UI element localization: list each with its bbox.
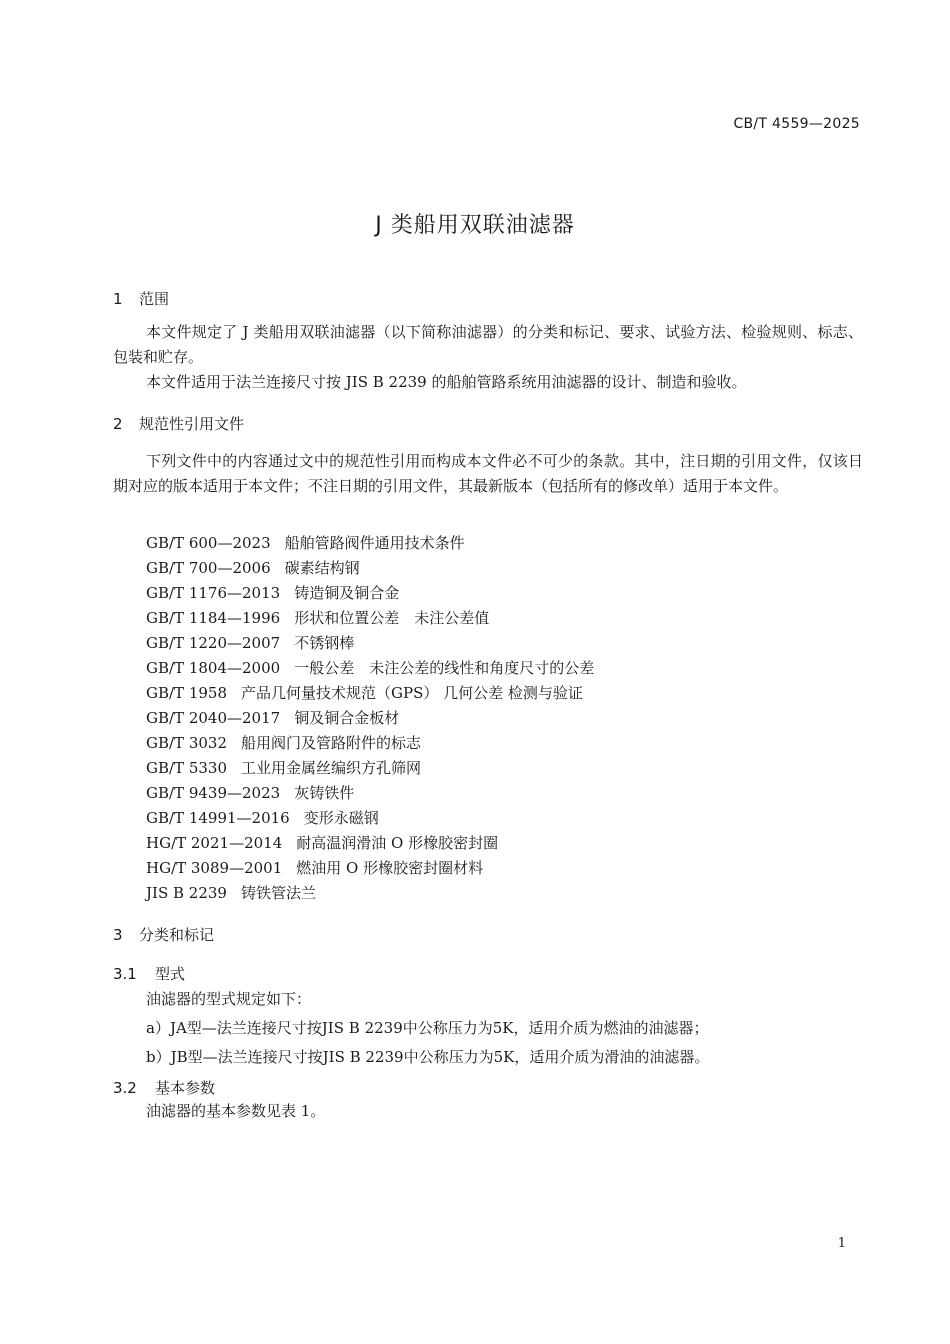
- reference-item: [146, 831, 594, 856]
- subsection-number: 3.1: [113, 965, 137, 983]
- basic-params-text: 油滤器的基本参数见表 1。: [146, 1102, 326, 1120]
- reference-list: [146, 531, 594, 906]
- reference-item: [146, 531, 594, 556]
- reference-item: [146, 881, 594, 906]
- section-number: 2: [113, 415, 123, 433]
- reference-code: GB/T 3032: [146, 734, 228, 752]
- reference-item: [146, 781, 594, 806]
- reference-title: 铜及铜合金板材: [294, 709, 400, 727]
- reference-item: [146, 556, 594, 581]
- reference-title: 形状和位置公差 未注公差值: [294, 609, 490, 627]
- section-1-heading: [113, 288, 169, 309]
- references-intro: 下列文件中的内容通过文中的规范性引用而构成本文件必不可少的条款。其中，注日期的引用文件，仅该日期对应的版本适用于本文件；不注日期的引用文件，其最新版本（包括所有的修改单）适用于本文件。: [113, 452, 863, 495]
- subsection-title: 基本参数: [155, 1079, 216, 1097]
- reference-item: [146, 656, 594, 681]
- reference-item: [146, 856, 594, 881]
- reference-title: 一般公差 未注公差的线性和角度尺寸的公差: [294, 659, 595, 677]
- section-number: 1: [113, 290, 123, 308]
- reference-code: GB/T 600—2023: [146, 534, 271, 552]
- reference-title: 耐高温润滑油 O 形橡胶密封圈: [296, 834, 499, 852]
- reference-title: 船舶管路阀件通用技术条件: [284, 534, 465, 552]
- document-title: J 类船用双联油滤器: [375, 213, 575, 238]
- reference-code: GB/T 9439—2023: [146, 784, 281, 802]
- reference-title: 不锈钢棒: [294, 634, 355, 652]
- standard-code: CB/T 4559—2025: [733, 116, 860, 132]
- subsection-title: 型式: [155, 965, 186, 983]
- reference-code: GB/T 1220—2007: [146, 634, 281, 652]
- reference-item: [146, 806, 594, 831]
- reference-title: 船用阀门及管路附件的标志: [241, 734, 422, 752]
- reference-code: GB/T 1176—2013: [146, 584, 281, 602]
- reference-item: [146, 606, 594, 631]
- scope-paragraph-2: 本文件适用于法兰连接尺寸按 JIS B 2239 的船舶管路系统用油滤器的设计、制造和验收。: [146, 373, 747, 391]
- section-title: 规范性引用文件: [139, 415, 245, 433]
- reference-code: HG/T 3089—2001: [146, 859, 283, 877]
- reference-title: 碳素结构钢: [284, 559, 360, 577]
- reference-code: GB/T 5330: [146, 759, 228, 777]
- reference-item: [146, 756, 594, 781]
- type-item-b: b）JB型—法兰连接尺寸按JIS B 2239中公称压力为5K，适用介质为滑油的油滤器。: [146, 1048, 710, 1066]
- reference-title: 燃油用 O 形橡胶密封圈材料: [296, 859, 484, 877]
- reference-code: GB/T 1804—2000: [146, 659, 281, 677]
- reference-item: [146, 631, 594, 656]
- reference-code: GB/T 1184—1996: [146, 609, 281, 627]
- section-number: 3: [113, 926, 123, 944]
- section-3-heading: [113, 924, 214, 945]
- subsection-3-2-heading: [113, 1077, 215, 1098]
- page-number: 1: [837, 1236, 846, 1251]
- type-intro: 油滤器的型式规定如下：: [146, 990, 312, 1008]
- section-title: 范围: [139, 290, 170, 308]
- type-item-a: a）JA型—法兰连接尺寸按JIS B 2239中公称压力为5K，适用介质为燃油的油滤器；: [146, 1019, 709, 1037]
- reference-item: [146, 681, 594, 706]
- scope-paragraph-1: 本文件规定了 J 类船用双联油滤器（以下简称油滤器）的分类和标记、要求、试验方法、检验规则、标志、包装和贮存。: [113, 323, 863, 366]
- section-title: 分类和标记: [139, 926, 215, 944]
- reference-item: [146, 706, 594, 731]
- reference-item: [146, 731, 594, 756]
- reference-code: JIS B 2239: [146, 884, 227, 902]
- reference-title: 变形永磁钢: [303, 809, 379, 827]
- reference-title: 灰铸铁件: [294, 784, 355, 802]
- reference-title: 铸造铜及铜合金: [294, 584, 400, 602]
- subsection-number: 3.2: [113, 1079, 137, 1097]
- reference-code: GB/T 700—2006: [146, 559, 271, 577]
- subsection-3-1-heading: [113, 963, 185, 984]
- reference-code: GB/T 14991—2016: [146, 809, 290, 827]
- reference-title: 产品几何量技术规范（GPS） 几何公差 检测与验证: [241, 684, 583, 702]
- reference-title: 工业用金属丝编织方孔筛网: [241, 759, 422, 777]
- reference-item: [146, 581, 594, 606]
- reference-code: GB/T 1958: [146, 684, 228, 702]
- section-2-heading: [113, 413, 244, 434]
- reference-code: HG/T 2021—2014: [146, 834, 283, 852]
- reference-code: GB/T 2040—2017: [146, 709, 281, 727]
- reference-title: 铸铁管法兰: [240, 884, 316, 902]
